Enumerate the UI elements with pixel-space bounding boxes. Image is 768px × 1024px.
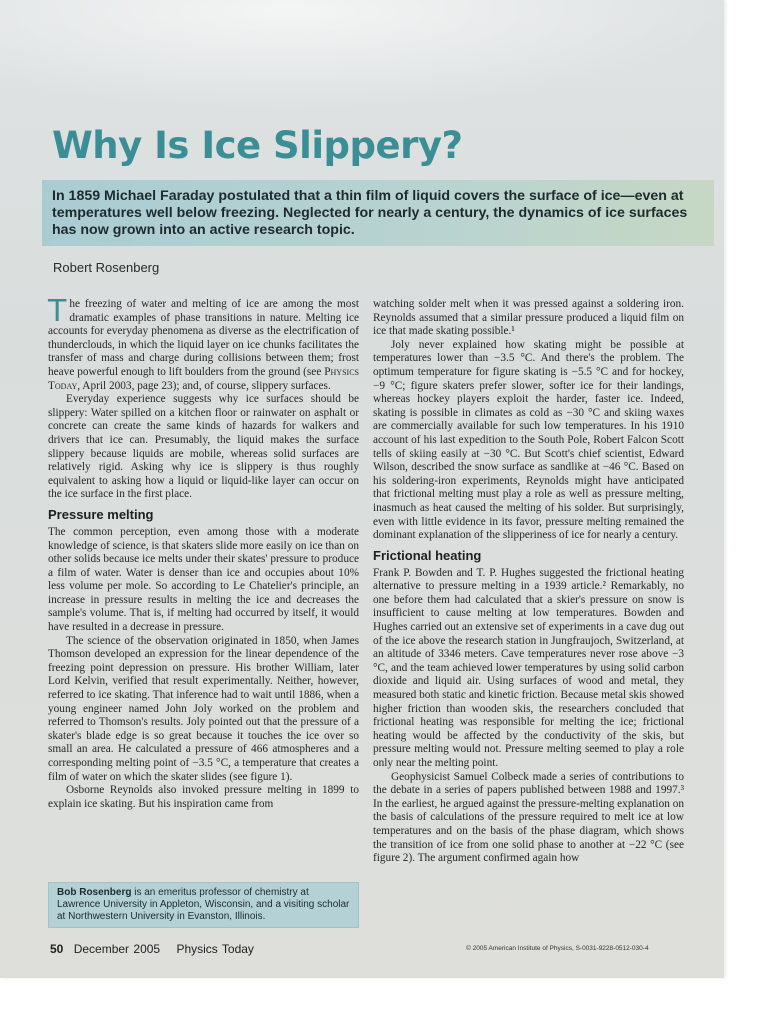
article-title: Why Is Ice Slippery? — [52, 124, 463, 167]
deck-text: In 1859 Michael Faraday postulated that a thin film of liquid covers the surface of ice—even at temperatures well below freezing. Neglected for nearly a century, the dynamics of ice surfaces has now grown into an active research topic. — [52, 188, 688, 238]
drop-cap: T — [48, 294, 67, 329]
paragraph: Joly never explained how skating might be possible at temperatures lower than −3.5 °C. And there's the problem. The optimum temperature for figure skating is −5.5 °C and for hockey, −9 °C; figure skaters prefer slower, softer ice for their landings, whereas hockey players exploit the harder, faster ice. Indeed, skating is possible in climates as cold as −30 °C and skiing waxes are commercially available for such low temperatures. In his 1910 account of his last expedition to the South Pole, Robert Falcon Scott tells of skiing easily at −30 °C. But Scott's chief scientist, Edward Wilson, described the snow surface as sandlike at −46 °C. Based on his soldering-iron experiments, Reynolds might have anticipated that frictional melting must play a role as well as pressure melting, inasmuch as heat caused the melting of his solder. But surprisingly, even with little evidence in its favor, pressure melting remained the dominant explanation of the slipperiness of ice for nearly a century. — [373, 338, 684, 542]
bio-text: is an emeritus professor of chemistry at Lawrence University in Appleton, Wisconsin, and a visiting scholar at Northwestern University in Evanston, Illinois. — [57, 887, 350, 922]
paragraph: watching solder melt when it was pressed against a soldering iron. Reynolds assumed that a similar pressure produced a liquid film on ice that made skating possible.¹ — [373, 298, 684, 338]
left-column — [48, 294, 359, 811]
author-bio — [49, 883, 358, 927]
article-deck — [42, 180, 714, 246]
right-column — [373, 298, 684, 866]
journal-title: Physics Today — [176, 942, 254, 956]
paragraph — [48, 294, 359, 393]
bio-name: Bob Rosenberg — [57, 887, 132, 898]
journal-name: Physics Today — [48, 365, 359, 392]
paragraph: Geophysicist Samuel Colbeck made a series of contributions to the debate in a series of papers published between 1988 and 1997.³ In the earliest, he argued against the pressure-melting explanation on the basis of calculations of the pressure required to melt ice at low temperatures and on the basis of the phase diagram, which shows the transition of ice from one solid phase to another at −22 °C (see figure 2). The argument confirmed again how — [373, 770, 684, 865]
paragraph: The common perception, even among those with a moderate knowledge of science, is that skaters slide more easily on ice than on other solids because ice melts under their skates' pressure to produce a film of water. Water is denser than ice and occupies about 10% less volume per mole. So according to Le Chatelier's principle, an increase in pressure results in melting the ice and decreases the sample's volume. That is, if melting had occurred by itself, it would have resulted in a decrease in pressure. — [48, 525, 359, 634]
author-bio-box — [48, 882, 359, 928]
issue-date: December 2005 — [73, 942, 161, 956]
paragraph: Osborne Reynolds also invoked pressure melting in 1899 to explain ice skating. But his inspiration came from — [48, 784, 359, 810]
paragraph-text: , April 2003, page 23); and, of course, slippery surfaces. — [77, 379, 331, 392]
paragraph: Everyday experience suggests why ice surfaces should be slippery: Water spilled on a kitchen floor or rainwater on asphalt or concrete can create the same kinds of hazards for walkers and drivers that ice can. Presumably, the liquid makes the surface slippery because liquids are mobile, whereas solid surfaces are relatively rigid. Asking why ice is slippery is thus roughly equivalent to asking how a liquid or liquid-like layer can occur on the ice surface in the first place. — [48, 393, 359, 501]
page-footer — [50, 942, 254, 956]
section-heading: Pressure melting — [48, 506, 154, 522]
page-number: 50 — [50, 942, 64, 956]
author-byline: Robert Rosenberg — [53, 260, 160, 275]
paragraph-text: he freezing of water and melting of ice are among the most dramatic examples of phase transitions in nature. Melting ice accounts for everyday phenomena as diverse as the electrification of thunderclouds, in which the liquid layer on ice chunks facilitates the transfer of mass and charge during collisions between them; frost heave powerful enough to lift boulders from the ground (see — [48, 298, 359, 378]
paragraph: Frank P. Bowden and T. P. Hughes suggested the frictional heating alternative to pressure melting in a 1939 article.² Remarkably, no one before them had calculated that a skier's pressure on snow is insufficient to cause melting at low temperatures. Bowden and Hughes carried out an extensive set of experiments in a cave dug out of the ice above the research station in Jungfraujoch, Switzerland, at an altitude of 3346 meters. Cave temperatures never rose above −3 °C, and the team achieved lower temperatures by using solid carbon dioxide and liquid air. Using surfaces of wood and metal, they measured both static and kinetic friction. Because metal skis showed higher friction than wooden skis, the researchers concluded that frictional heating was responsible for melting the ice; frictional heating would be affected by the conductivity of the skis, but pressure melting would not. Pressure melting seemed to play a role only near the melting point. — [373, 566, 684, 769]
page-highlight — [0, 0, 724, 110]
paragraph: The science of the observation originated in 1850, when James Thomson developed an expression for the linear dependence of the freezing point depression on pressure. His brother William, later Lord Kelvin, verified that result experimentally. Neither, however, referred to ice skating. That inference had to wait until 1886, when a young engineer named John Joly worked on the problem and referred to Thomson's results. Joly pointed out that the pressure of a skater's blade edge is so great because it touches the ice over so small an area. He calculated a pressure of 466 atmospheres and a corresponding melting point of −3.5 °C, a temperature that creates a film of water on which the skater slides (see figure 1). — [48, 634, 359, 783]
copyright-line: © 2005 American Institute of Physics, S-0031-9228-0512-030-4 — [466, 945, 649, 952]
section-heading: Frictional heating — [373, 547, 482, 563]
